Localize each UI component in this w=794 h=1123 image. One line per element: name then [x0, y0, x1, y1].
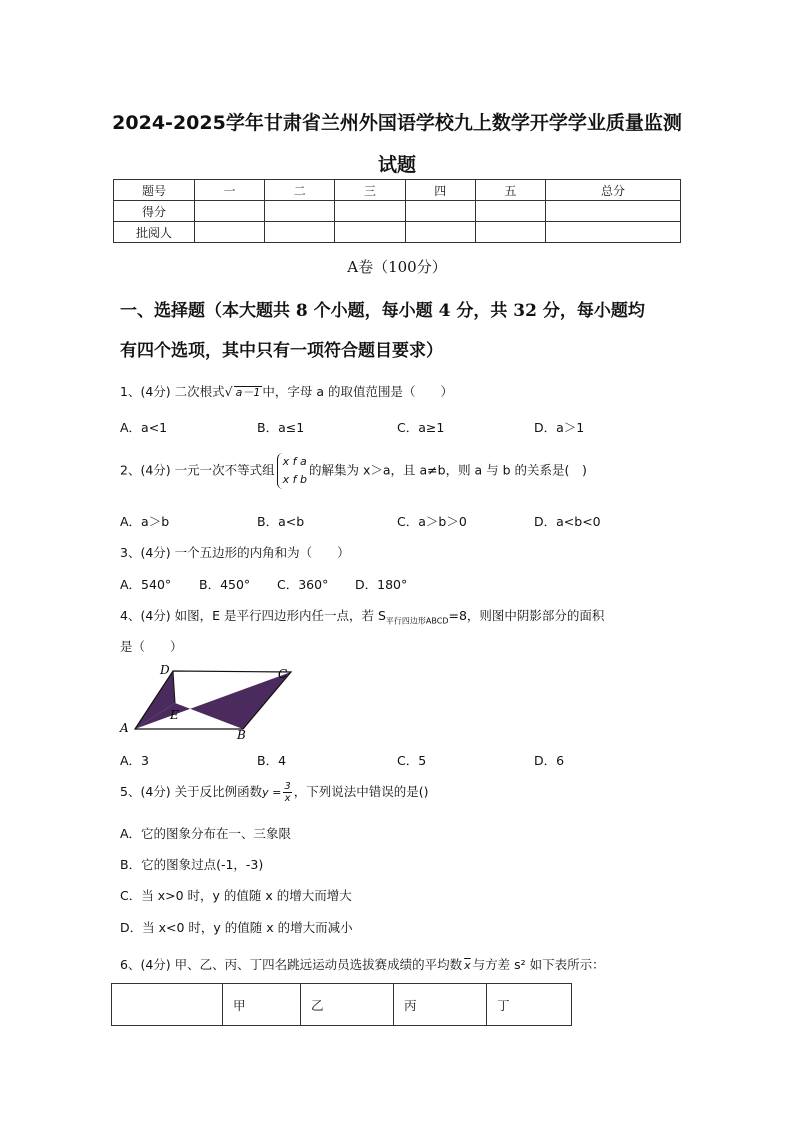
question-1: 1、(4分) 二次根式√ a－1 中，字母 a 的取值范围是（ ） — [120, 384, 453, 399]
option[interactable]: C．当 x>0 时，y 的值随 x 的增大而增大 — [120, 888, 352, 903]
section-heading: 一、选择题（本大题共 8 个小题，每小题 4 分，共 32 分，每小题均 — [120, 301, 645, 321]
table-cell: 丙 — [394, 984, 487, 1026]
score-cell: 五 — [475, 180, 545, 201]
score-input-cell[interactable] — [546, 201, 681, 222]
question-2 — [120, 453, 587, 489]
score-cell: 总分 — [546, 180, 681, 201]
mean-symbol: $\overline{x}$ — [464, 959, 471, 972]
table-cell: 乙 — [301, 984, 394, 1026]
inequality-system: x f a x f b — [277, 453, 307, 489]
question-4-text-cont: =8，则图中阴影部分的面积 — [448, 608, 605, 623]
part-a-heading: A卷（100分） — [347, 258, 447, 276]
option[interactable]: A．3 — [120, 753, 150, 768]
table-cell: 甲 — [223, 984, 301, 1026]
score-input-cell[interactable] — [195, 222, 265, 243]
score-input-cell[interactable] — [335, 222, 405, 243]
option[interactable]: B．4 — [257, 753, 287, 768]
question-6-text-cont: 与方差 s² 如下表所示： — [472, 957, 605, 972]
vertex-label-a: A — [120, 721, 129, 735]
score-cell: 二 — [265, 180, 335, 201]
score-table-row — [114, 222, 681, 243]
score-cell: 四 — [405, 180, 475, 201]
vertex-label-b: B — [237, 728, 246, 740]
option[interactable]: D．当 x<0 时，y 的值随 x 的增大而减小 — [120, 920, 353, 935]
score-table-row — [114, 201, 681, 222]
score-table-header-row — [114, 180, 681, 201]
score-input-cell[interactable] — [195, 201, 265, 222]
page-title-line2: 试题 — [377, 154, 416, 176]
radicand: a－1 — [235, 386, 261, 399]
question-2-prefix: 2、(4分) 一元一次不等式组 — [120, 462, 275, 478]
option[interactable]: D．a＞1 — [534, 420, 585, 435]
question-5-prefix: 5、(4分) 关于反比例函数 — [120, 784, 263, 799]
score-input-cell[interactable] — [405, 222, 475, 243]
point-label-e: E — [170, 708, 179, 722]
vertex-label-d: D — [160, 663, 170, 677]
option[interactable]: A．540° — [120, 577, 172, 592]
area-subscript: 平行四边形ABCD — [385, 616, 449, 626]
score-cell: 题号 — [114, 180, 195, 201]
score-cell: 一 — [195, 180, 265, 201]
question-6 — [120, 955, 605, 973]
option[interactable]: C．360° — [277, 577, 329, 592]
option[interactable]: C．5 — [397, 753, 427, 768]
score-row-label: 批阅人 — [114, 222, 195, 243]
question-4 — [120, 606, 604, 627]
question-1-prefix: 1、(4分) 二次根式 — [120, 384, 225, 399]
option[interactable]: C．a≥1 — [397, 420, 445, 435]
question-4-text: 4、(4分) 如图，E 是平行四边形内任一点，若 S — [120, 608, 386, 623]
option[interactable]: B．450° — [199, 577, 251, 592]
score-input-cell[interactable] — [546, 222, 681, 243]
option[interactable]: B．a<b — [257, 514, 305, 529]
score-input-cell[interactable] — [265, 222, 335, 243]
athlete-table — [111, 983, 572, 1026]
score-cell: 三 — [335, 180, 405, 201]
question-1-suffix: 中，字母 a 的取值范围是（ ） — [262, 384, 453, 399]
score-input-cell[interactable] — [265, 201, 335, 222]
option[interactable]: B．它的图象过点(-1，-3) — [120, 857, 264, 872]
table-cell — [112, 984, 223, 1026]
section-heading-line2: 有四个选项，其中只有一项符合题目要求） — [120, 341, 443, 361]
vertex-label-c: C — [278, 667, 288, 681]
table-row — [112, 984, 572, 1026]
option[interactable]: A．它的图象分布在一、三象限 — [120, 826, 292, 841]
score-table — [113, 179, 681, 243]
question-5 — [120, 781, 429, 804]
question-2-suffix: 的解集为 x＞a，且 a≠b，则 a 与 b 的关系是( ) — [309, 462, 587, 478]
score-input-cell[interactable] — [475, 222, 545, 243]
page-title: 2024-2025学年甘肃省兰州外国语学校九上数学开学学业质量监测 — [112, 112, 682, 134]
option[interactable]: A．a＞b — [120, 514, 170, 529]
option[interactable]: D．180° — [355, 577, 408, 592]
table-cell: 丁 — [487, 984, 572, 1026]
question-5-suffix: ，下列说法中错误的是() — [293, 784, 429, 799]
question-3: 3、(4分) 一个五边形的内角和为（ ） — [120, 545, 350, 560]
question-6-text: 6、(4分) 甲、乙、丙、丁四名跳远运动员选拔赛成绩的平均数 — [120, 957, 463, 972]
fraction: $\frac{3}{x}$ — [284, 781, 291, 804]
option[interactable]: C．a＞b＞0 — [397, 514, 467, 529]
score-input-cell[interactable] — [405, 201, 475, 222]
score-row-label: 得分 — [114, 201, 195, 222]
option[interactable]: B．a≤1 — [257, 420, 305, 435]
option[interactable]: A．a<1 — [120, 420, 168, 435]
score-input-cell[interactable] — [335, 201, 405, 222]
question-4-line2: 是（ ） — [120, 639, 183, 654]
option[interactable]: D．a<b<0 — [534, 514, 601, 529]
function-var: y = — [262, 786, 282, 799]
score-input-cell[interactable] — [475, 201, 545, 222]
option[interactable]: D．6 — [534, 753, 565, 768]
parallelogram-figure — [115, 660, 295, 740]
